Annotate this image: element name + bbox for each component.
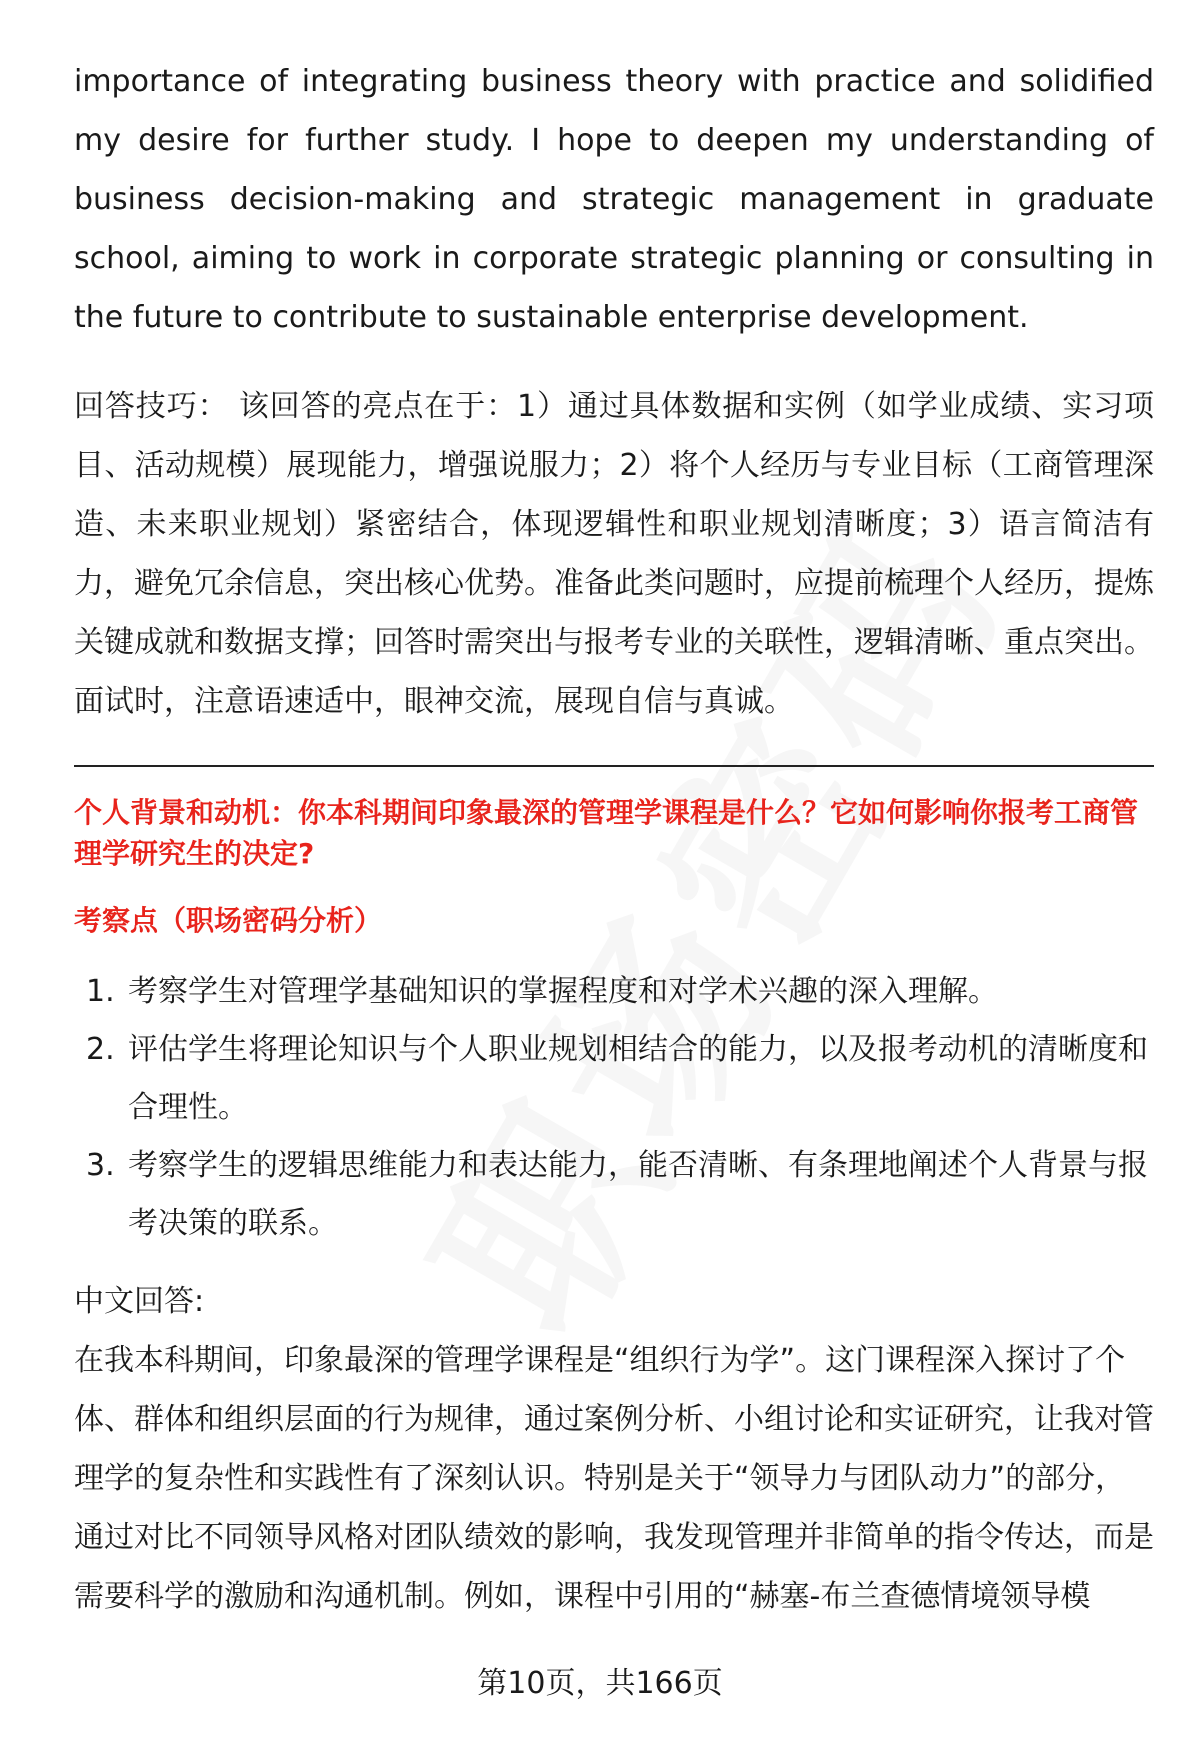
list-item-text: 考察学生的逻辑思维能力和表达能力，能否清晰、有条理地阐述个人背景与报考决策的联系。 [128, 1148, 1148, 1241]
question-heading: 个人背景和动机：你本科期间印象最深的管理学课程是什么？它如何影响你报考工商管理学研究生的决定? [74, 796, 1139, 870]
page-content [74, 52, 1154, 1626]
section-divider [74, 765, 1154, 767]
list-item-text: 评估学生将理论知识与个人职业规划相结合的能力，以及报考动机的清晰度和合理性。 [128, 1032, 1148, 1125]
list-item [74, 1137, 1154, 1253]
list-item-number: 1. [86, 974, 115, 1009]
intro-paragraph: importance of integrating business theory with practice and solidified my desire for further study. I hope to deepen my understanding of business decision-making and strategic management in graduate school, aiming to work in corporate strategic planning or consulting in the future to contribute to sustainable enterprise development. [74, 64, 1154, 335]
list-item [74, 963, 1154, 1021]
list-item [74, 1021, 1154, 1137]
list-item-text: 考察学生对管理学基础知识的掌握程度和对学术兴趣的深入理解。 [128, 974, 998, 1009]
tips-paragraph: 回答技巧： 该回答的亮点在于：1）通过具体数据和实例（如学业成绩、实习项目、活动规模）展现能力，增强说服力；2）将个人经历与专业目标（工商管理深造、未来职业规划）紧密结合，体现逻辑性和职业规划清晰度；3）语言简洁有力，避免冗余信息，突出核心优势。准备此类问题时，应提前梳理个人经历，提炼关键成就和数据支撑；回答时需突出与报考专业的关联性，逻辑清晰、重点突出。面试时，注意语速适中，眼神交流，展现自信与真诚。 [74, 389, 1154, 719]
page-number: 第10页，共166页 [477, 1666, 723, 1701]
answer-paragraph: 在我本科期间，印象最深的管理学课程是“组织行为学”。这门课程深入探讨了个体、群体和组织层面的行为规律，通过案例分析、小组讨论和实证研究，让我对管理学的复杂性和实践性有了深刻认识。特别是关于“领导力与团队动力”的部分，通过对比不同领导风格对团队绩效的影响，我发现管理并非简单的指令传达，而是需要科学的激励和沟通机制。例如，课程中引用的“赫塞-布兰查德情境领导模 [74, 1343, 1154, 1614]
list-item-number: 3. [86, 1148, 115, 1183]
assessment-heading: 考察点（职场密码分析） [74, 904, 383, 937]
answer-label: 中文回答: [74, 1284, 205, 1319]
assessment-list [74, 963, 1154, 1253]
list-item-number: 2. [86, 1032, 115, 1067]
